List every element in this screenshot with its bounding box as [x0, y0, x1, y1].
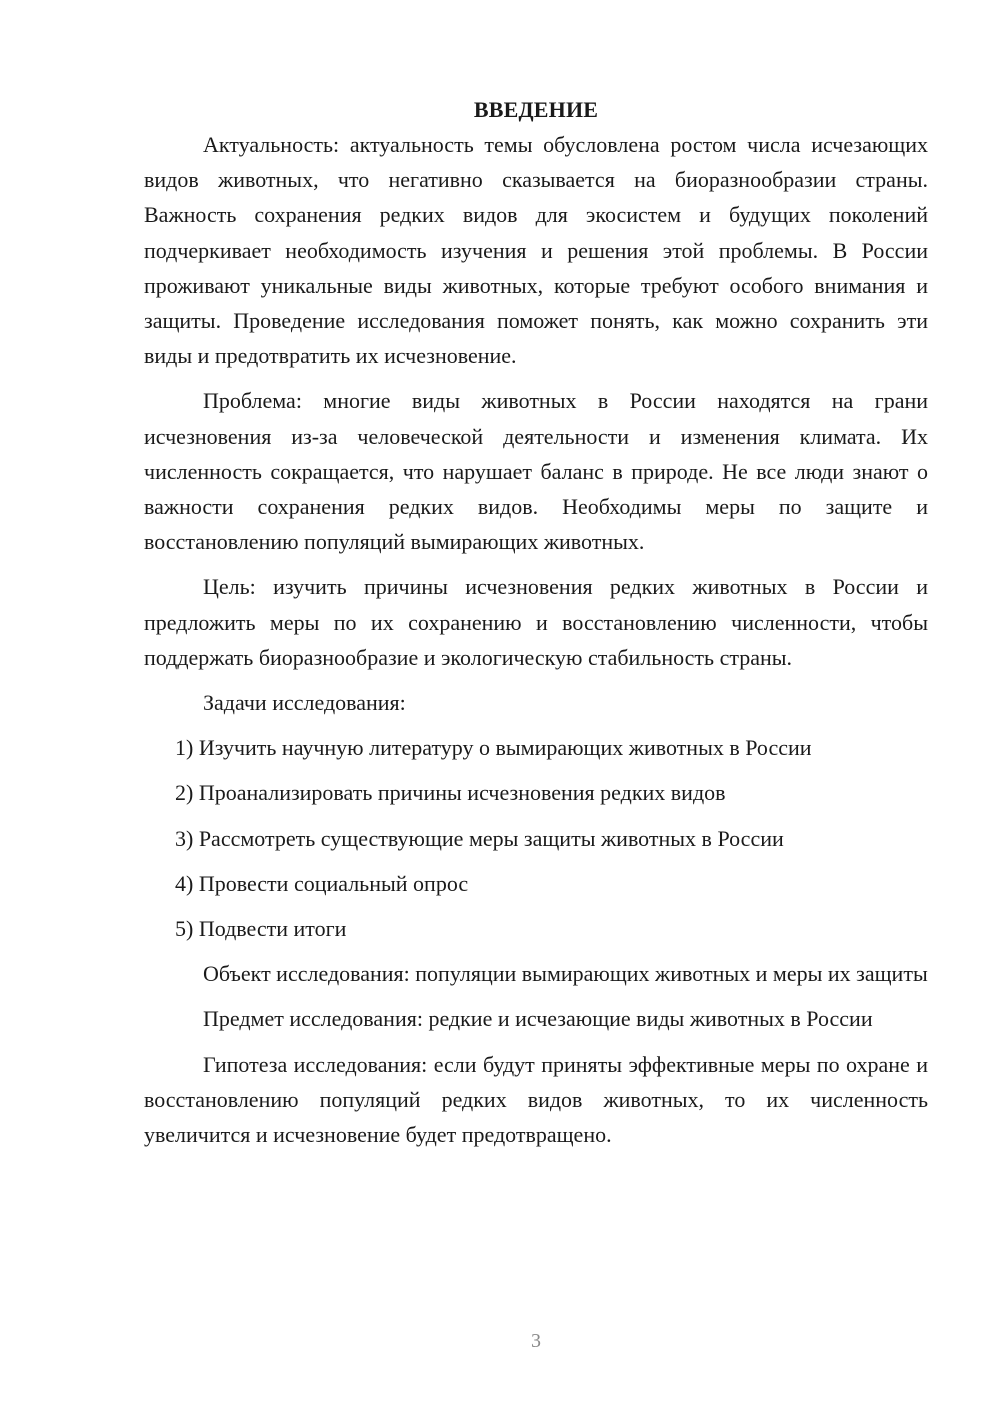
- tasks-list: [144, 730, 928, 946]
- task-item: 3) Рассмотреть существующие меры защиты животных в России: [175, 825, 784, 851]
- page-title: ВВЕДЕНИЕ: [473, 97, 599, 122]
- paragraph-relevance: Актуальность: актуальность темы обусловлена ростом числа исчезающих видов животных, что негативно сказывается на биоразнообразии страны. Важность сохранения редких видов для экосистем и будущих поколений подчеркивает необходимость изучения и решения этой проблемы. В России проживают уникальные виды животных, которые требуют особого внимания и защиты. Проведение исследования поможет понять, как можно сохранить эти виды и предотвратить их исчезновение.: [144, 132, 928, 369]
- paragraph-object: Объект исследования: популяции вымирающих животных и меры их защиты: [203, 961, 928, 987]
- task-item: 5) Подвести итоги: [175, 916, 347, 942]
- paragraph-subject: Предмет исследования: редкие и исчезающие виды животных в России: [203, 1006, 873, 1032]
- paragraph-problem: Проблема: многие виды животных в России находятся на грани исчезновения из-за человеческой деятельности и изменения климата. Их численность сокращается, что нарушает баланс в природе. Не все люди знают о важности сохранения редких видов. Необходимы меры по защите и восстановлению популяций вымирающих животных.: [144, 388, 928, 555]
- page-number: 3: [531, 1330, 541, 1352]
- task-item: 2) Проанализировать причины исчезновения редких видов: [175, 780, 726, 806]
- document-page: [144, 92, 928, 1162]
- paragraph-hypothesis: Гипотеза исследования: если будут приняты эффективные меры по охране и восстановлению популяций редких видов животных, то их численность увеличится и исчезновение будет предотвращено.: [144, 1051, 928, 1148]
- task-item: 1) Изучить научную литературу о вымирающих животных в России: [175, 735, 812, 761]
- task-item: 4) Провести социальный опрос: [175, 870, 469, 896]
- tasks-heading: Задачи исследования:: [203, 690, 406, 716]
- paragraph-goal: Цель: изучить причины исчезновения редких животных в России и предложить меры по их сохранению и восстановлению численности, чтобы поддержать биоразнообразие и экологическую стабильность страны.: [144, 574, 928, 670]
